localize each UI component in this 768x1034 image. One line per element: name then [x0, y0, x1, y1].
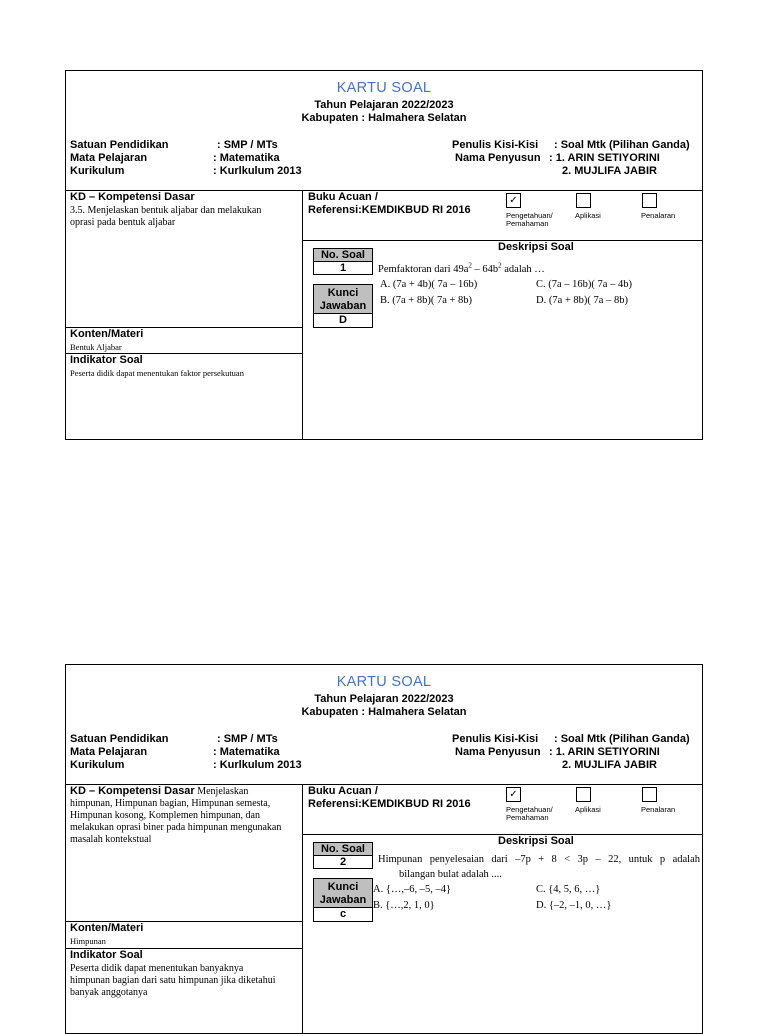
question-sup-2: 2	[498, 261, 502, 270]
konten-label: Konten/Materi	[70, 922, 144, 934]
mapel-label: Mata Pelajaran	[70, 746, 148, 758]
kunci-jawaban-label	[313, 284, 373, 314]
level-aplikasi-checkbox[interactable]	[576, 787, 591, 802]
kd-text: Menjelaskan himpunan, Himpunan bagian, Himpunan semesta, Himpunan kosong, Komplemen himpunan, dan melakukan oprasi biner pada himpunan mengunakan masalah kontekstual	[70, 786, 282, 845]
check-icon: ✓	[509, 789, 518, 800]
satuan-value: : SMP / MTs	[217, 733, 278, 745]
question-text	[378, 263, 545, 277]
penyusun-value-2: 2. MUJLIFA JABIR	[562, 759, 657, 771]
kd-label: KD – Kompetensi Dasar	[70, 785, 195, 797]
penyusun-value-2: 2. MUJLIFA JABIR	[562, 165, 657, 177]
no-soal-value: 2	[313, 855, 373, 869]
satuan-label: Satuan Pendidikan	[70, 733, 169, 745]
penulis-label: Penulis Kisi-Kisi	[452, 139, 539, 151]
option-b: B. (7a + 8b)( 7a + 8b)	[380, 295, 473, 306]
question-part-1: Pemfaktoran dari 49a	[378, 264, 469, 275]
no-soal-label: No. Soal	[313, 842, 373, 856]
question-line-1: Himpunan penyelesaian dari –7p + 8 < 3p – 22, untuk p adalah	[378, 854, 700, 865]
kurikulum-value: : Kurlkulum 2013	[213, 165, 302, 177]
mapel-label: Mata Pelajaran	[70, 152, 148, 164]
card-title: KARTU SOAL	[336, 674, 432, 690]
kunci-label-2: Jawaban	[319, 300, 367, 312]
no-soal-label: No. Soal	[313, 248, 373, 262]
option-b: B. {…,2, 1, 0}	[373, 900, 435, 911]
kurikulum-label: Kurikulum	[70, 759, 125, 771]
kunci-jawaban-label	[313, 878, 373, 908]
penulis-value: : Soal Mtk (Pilihan Ganda)	[554, 139, 690, 151]
column-divider	[302, 190, 303, 439]
kunci-label-1: Kunci	[327, 881, 359, 893]
indikator-label: Indikator Soal	[70, 354, 143, 366]
column-divider	[302, 784, 303, 1033]
level-penalaran-label: Penalaran	[641, 805, 676, 814]
school-year: Tahun Pelajaran 2022/2023	[314, 99, 454, 111]
kunci-jawaban-value: D	[313, 313, 373, 328]
card-title: KARTU SOAL	[336, 80, 432, 96]
penyusun-label: Nama Penyusun	[455, 746, 541, 758]
level-pengetahuan-label: Pengetahuan/	[506, 805, 553, 814]
level-pengetahuan-checkbox[interactable]	[506, 787, 521, 802]
kd-text: 3.5. Menjelaskan bentuk aljabar dan melakukan oprasi pada bentuk aljabar	[70, 205, 262, 228]
konten-value: Bentuk Aljabar	[70, 342, 122, 352]
level-penalaran-checkbox[interactable]	[642, 193, 657, 208]
no-soal-value: 1	[313, 261, 373, 275]
option-c: C. {4, 5, 6, …}	[536, 884, 601, 895]
question-card-2	[65, 664, 703, 1034]
buku-acuan-label: Buku Acuan /	[308, 191, 378, 203]
penyusun-value-1: : 1. ARIN SETIYORINI	[549, 746, 660, 758]
penyusun-label: Nama Penyusun	[455, 152, 541, 164]
deskripsi-label: Deskripsi Soal	[498, 835, 574, 847]
referensi-label: Referensi:KEMDIKBUD RI 2016	[308, 798, 471, 810]
option-d: D. (7a + 8b)( 7a – 8b)	[536, 295, 628, 306]
level-pengetahuan-label: Pengetahuan/	[506, 211, 553, 220]
kurikulum-value: : Kurlkulum 2013	[213, 759, 302, 771]
penyusun-value-1: : 1. ARIN SETIYORINI	[549, 152, 660, 164]
school-year: Tahun Pelajaran 2022/2023	[314, 693, 454, 705]
regency: Kabupaten : Halmahera Selatan	[301, 706, 467, 718]
level-pemahaman-label: Pemahaman	[506, 219, 549, 228]
level-pengetahuan-checkbox[interactable]	[506, 193, 521, 208]
satuan-label: Satuan Pendidikan	[70, 139, 169, 151]
kurikulum-label: Kurikulum	[70, 165, 125, 177]
question-part-3: adalah …	[501, 264, 545, 275]
level-penalaran-checkbox[interactable]	[642, 787, 657, 802]
question-line-2: bilangan bulat adalah ....	[399, 869, 502, 880]
option-a: A. {…,–6, –5, –4}	[373, 884, 452, 895]
level-pemahaman-label: Pemahaman	[506, 813, 549, 822]
question-card-1	[65, 70, 703, 440]
mapel-value: : Matematika	[213, 152, 280, 164]
kunci-label-2: Jawaban	[319, 894, 367, 906]
kd-block	[70, 785, 285, 846]
level-aplikasi-label: Aplikasi	[575, 211, 601, 220]
level-aplikasi-label: Aplikasi	[575, 805, 601, 814]
kunci-label-1: Kunci	[327, 287, 359, 299]
kd-label: KD – Kompetensi Dasar	[70, 191, 195, 203]
mapel-value: : Matematika	[213, 746, 280, 758]
check-icon: ✓	[509, 195, 518, 206]
indikator-value: Peserta didik dapat menentukan faktor persekutuan	[70, 368, 244, 378]
level-penalaran-label: Penalaran	[641, 211, 676, 220]
question-sup-1: 2	[468, 261, 472, 270]
indikator-value: Peserta didik dapat menentukan banyaknya himpunan bagian dari satu himpunan jika diketahui banyak anggotanya	[70, 963, 276, 998]
referensi-label: Referensi:KEMDIKBUD RI 2016	[308, 204, 471, 216]
satuan-value: : SMP / MTs	[217, 139, 278, 151]
option-c: C. (7a – 16b)( 7a – 4b)	[536, 279, 632, 290]
indikator-label: Indikator Soal	[70, 949, 143, 961]
level-aplikasi-checkbox[interactable]	[576, 193, 591, 208]
option-d: D. {–2, –1, 0, …}	[536, 900, 612, 911]
penulis-label: Penulis Kisi-Kisi	[452, 733, 539, 745]
deskripsi-label: Deskripsi Soal	[498, 241, 574, 253]
kunci-jawaban-value: c	[313, 907, 373, 922]
penulis-value: : Soal Mtk (Pilihan Ganda)	[554, 733, 690, 745]
option-a: A. (7a + 4b)( 7a – 16b)	[380, 279, 478, 290]
regency: Kabupaten : Halmahera Selatan	[301, 112, 467, 124]
konten-label: Konten/Materi	[70, 328, 144, 340]
konten-value: Himpunan	[70, 936, 106, 946]
buku-acuan-label: Buku Acuan /	[308, 785, 378, 797]
question-part-2: – 64b	[471, 264, 499, 275]
